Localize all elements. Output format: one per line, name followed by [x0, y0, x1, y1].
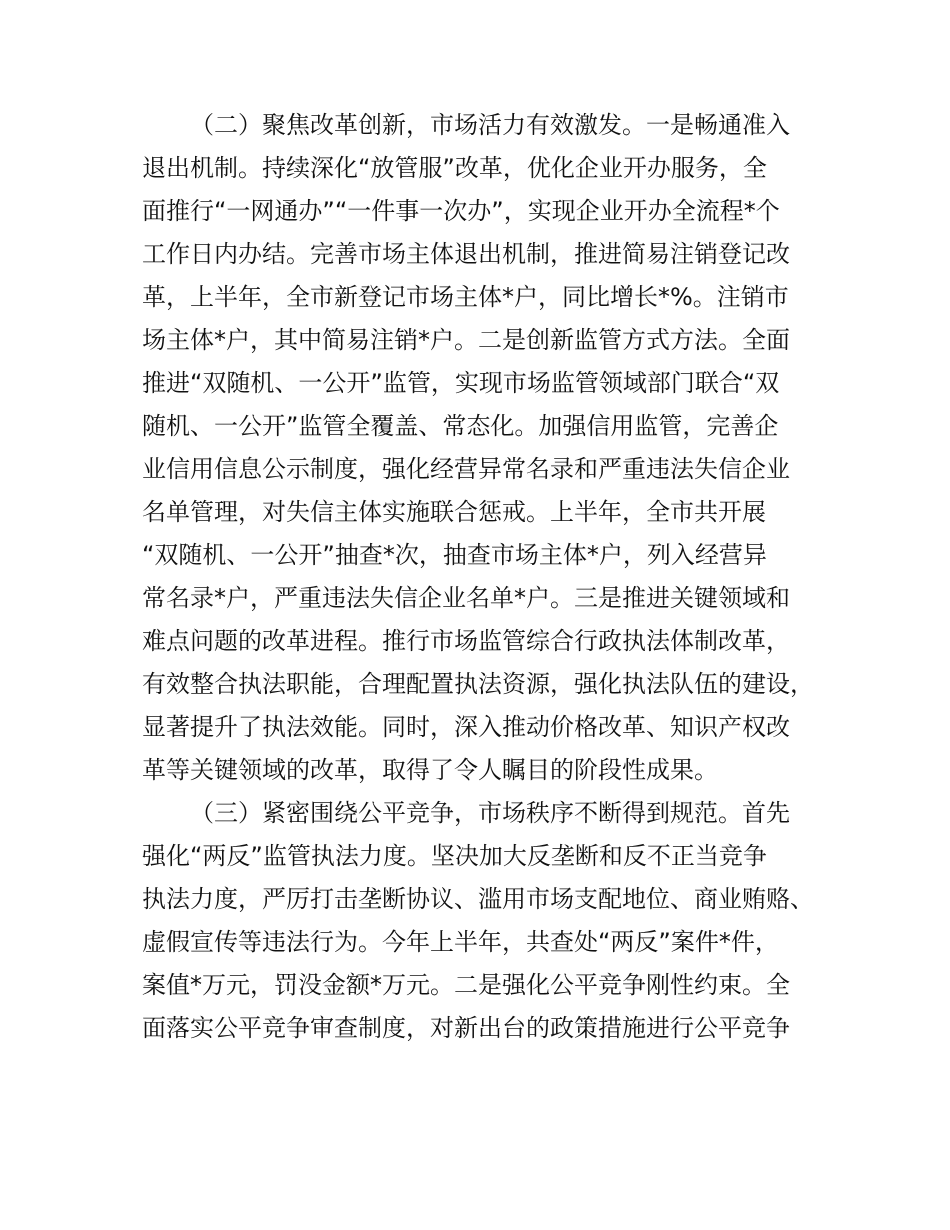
text-line: 虚假宣传等违法行为。今年上半年，共查处“两反”案件*件， [142, 928, 779, 956]
text-line: （二）聚焦改革创新，市场活力有效激发。一是畅通准入 [190, 111, 790, 139]
text-line: 案值*万元，罚没金额*万元。二是强化公平竞争刚性约束。全 [142, 971, 790, 999]
text-line: 面推行“一网通办”“一件事一次办”，实现企业开办全流程*个 [142, 197, 780, 225]
text-line: 推进“双随机、一公开”监管，实现市场监管领域部门联合“双 [142, 369, 780, 397]
paragraph-reform-innovation [142, 104, 832, 792]
text-line: 难点问题的改革进程。推行市场监管综合行政执法体制改革， [142, 627, 790, 655]
text-line: “双随机、一公开”抽查*次，抽查市场主体*户，列入经营异 [142, 541, 767, 569]
text-line: 退出机制。持续深化“放管服”改革，优化企业开办服务，全 [142, 154, 767, 182]
text-line: 工作日内办结。完善市场主体退出机制，推进简易注销登记改 [142, 240, 790, 268]
text-line: 显著提升了执法效能。同时，深入推动价格改革、知识产权改 [142, 713, 790, 741]
text-line: 面落实公平竞争审查制度，对新出台的政策措施进行公平竞争 [142, 1014, 790, 1042]
document-body [142, 104, 832, 1050]
text-line: 有效整合执法职能，合理配置执法资源，强化执法队伍的建设， [142, 670, 814, 698]
text-line: 业信用信息公示制度，强化经营异常名录和严重违法失信企业 [142, 455, 790, 483]
text-line: 常名录*户，严重违法失信企业名单*户。三是推进关键领域和 [142, 584, 790, 612]
paragraph-fair-competition [142, 792, 832, 1050]
text-line: 革等关键领域的改革，取得了令人瞩目的阶段性成果。 [142, 756, 718, 784]
text-line: 执法力度，严厉打击垄断协议、滥用市场支配地位、商业贿赂、 [142, 885, 814, 913]
text-line: 场主体*户，其中简易注销*户。二是创新监管方式方法。全面 [142, 326, 790, 354]
text-line: （三）紧密围绕公平竞争，市场秩序不断得到规范。首先 [190, 799, 790, 827]
text-line: 强化“两反”监管执法力度。坚决加大反垄断和反不正当竞争 [142, 842, 767, 870]
text-line: 革，上半年，全市新登记市场主体*户，同比增长*%。注销市 [142, 283, 789, 311]
text-line: 随机、一公开”监管全覆盖、常态化。加强信用监管，完善企 [142, 412, 779, 440]
text-line: 名单管理，对失信主体实施联合惩戒。上半年，全市共开展 [142, 498, 766, 526]
